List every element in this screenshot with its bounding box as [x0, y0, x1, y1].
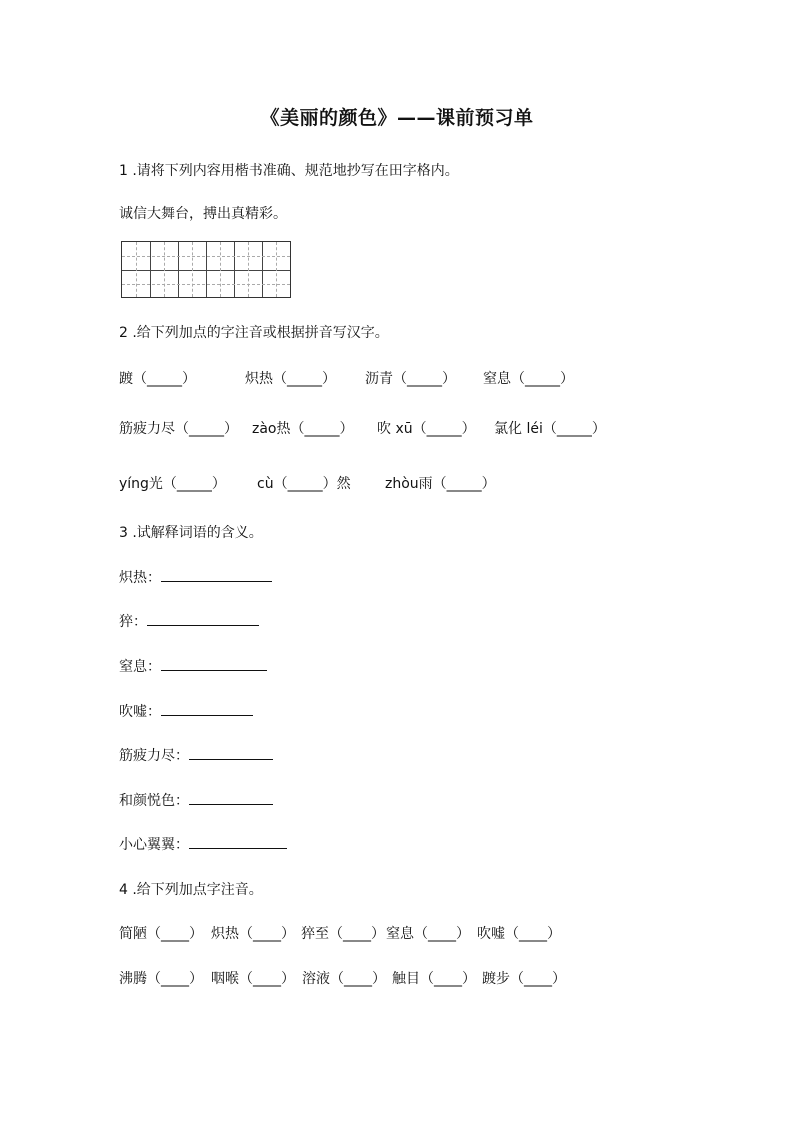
- pinyin-item[interactable]: 溶液（____）: [302, 971, 386, 987]
- definition-term: 炽热：: [119, 570, 161, 586]
- pinyin-item[interactable]: 猝至（____）: [301, 926, 385, 942]
- definition-term: 和颜悦色：: [119, 793, 189, 809]
- pinyin-item[interactable]: 筋疲力尽（_____）: [119, 421, 238, 437]
- question-1-text: 诚信大舞台，搏出真精彩。: [119, 206, 287, 222]
- pinyin-item[interactable]: cù（_____）然: [257, 476, 351, 492]
- pinyin-item[interactable]: 窒息（____）: [386, 926, 470, 942]
- pinyin-item[interactable]: zào热（_____）: [252, 421, 354, 437]
- pinyin-item[interactable]: 窒息（_____）: [483, 371, 574, 387]
- pinyin-item[interactable]: zhòu雨（_____）: [385, 476, 496, 492]
- pinyin-item[interactable]: 简陋（____）: [119, 926, 203, 942]
- answer-line[interactable]: [189, 745, 273, 760]
- question-3-prompt: 3 .试解释词语的含义。: [119, 525, 263, 541]
- tianzige-grid[interactable]: [121, 241, 291, 298]
- definition-item: [119, 745, 273, 765]
- question-2-prompt: 2 .给下列加点的字注音或根据拼音写汉字。: [119, 325, 389, 341]
- answer-line[interactable]: [189, 790, 273, 805]
- pinyin-item[interactable]: 触目（____）: [392, 971, 476, 987]
- question-4-prompt: 4 .给下列加点字注音。: [119, 882, 263, 898]
- definition-term: 小心翼翼：: [119, 837, 189, 853]
- pinyin-item[interactable]: 氯化 léi（_____）: [494, 421, 606, 437]
- pinyin-item[interactable]: 咽喉（____）: [211, 971, 295, 987]
- definition-term: 猝：: [119, 614, 147, 630]
- definition-term: 吹嘘：: [119, 704, 161, 720]
- pinyin-item[interactable]: 炽热（_____）: [245, 371, 336, 387]
- pinyin-item[interactable]: 踱（_____）: [119, 371, 196, 387]
- pinyin-item[interactable]: 沥青（_____）: [365, 371, 456, 387]
- answer-line[interactable]: [147, 611, 259, 626]
- pinyin-item[interactable]: 炽热（____）: [211, 926, 295, 942]
- definition-item: [119, 567, 272, 587]
- answer-line[interactable]: [161, 656, 267, 671]
- pinyin-item[interactable]: 吹 xū（_____）: [377, 421, 476, 437]
- answer-line[interactable]: [189, 834, 287, 849]
- definition-item: [119, 834, 287, 854]
- definition-item: [119, 790, 273, 810]
- pinyin-item[interactable]: 沸腾（____）: [119, 971, 203, 987]
- definition-item: [119, 656, 267, 676]
- definition-item: [119, 611, 259, 631]
- definition-item: [119, 701, 253, 721]
- definition-term: 窒息：: [119, 659, 161, 675]
- page-title: 《美丽的颜色》——课前预习单: [260, 107, 534, 129]
- pinyin-item[interactable]: yíng光（_____）: [119, 476, 226, 492]
- question-1-prompt: 1 .请将下列内容用楷书准确、规范地抄写在田字格内。: [119, 163, 459, 179]
- answer-line[interactable]: [161, 567, 272, 582]
- answer-line[interactable]: [161, 701, 253, 716]
- definition-term: 筋疲力尽：: [119, 748, 189, 764]
- pinyin-item[interactable]: 踱步（____）: [482, 971, 566, 987]
- pinyin-item[interactable]: 吹嘘（____）: [477, 926, 561, 942]
